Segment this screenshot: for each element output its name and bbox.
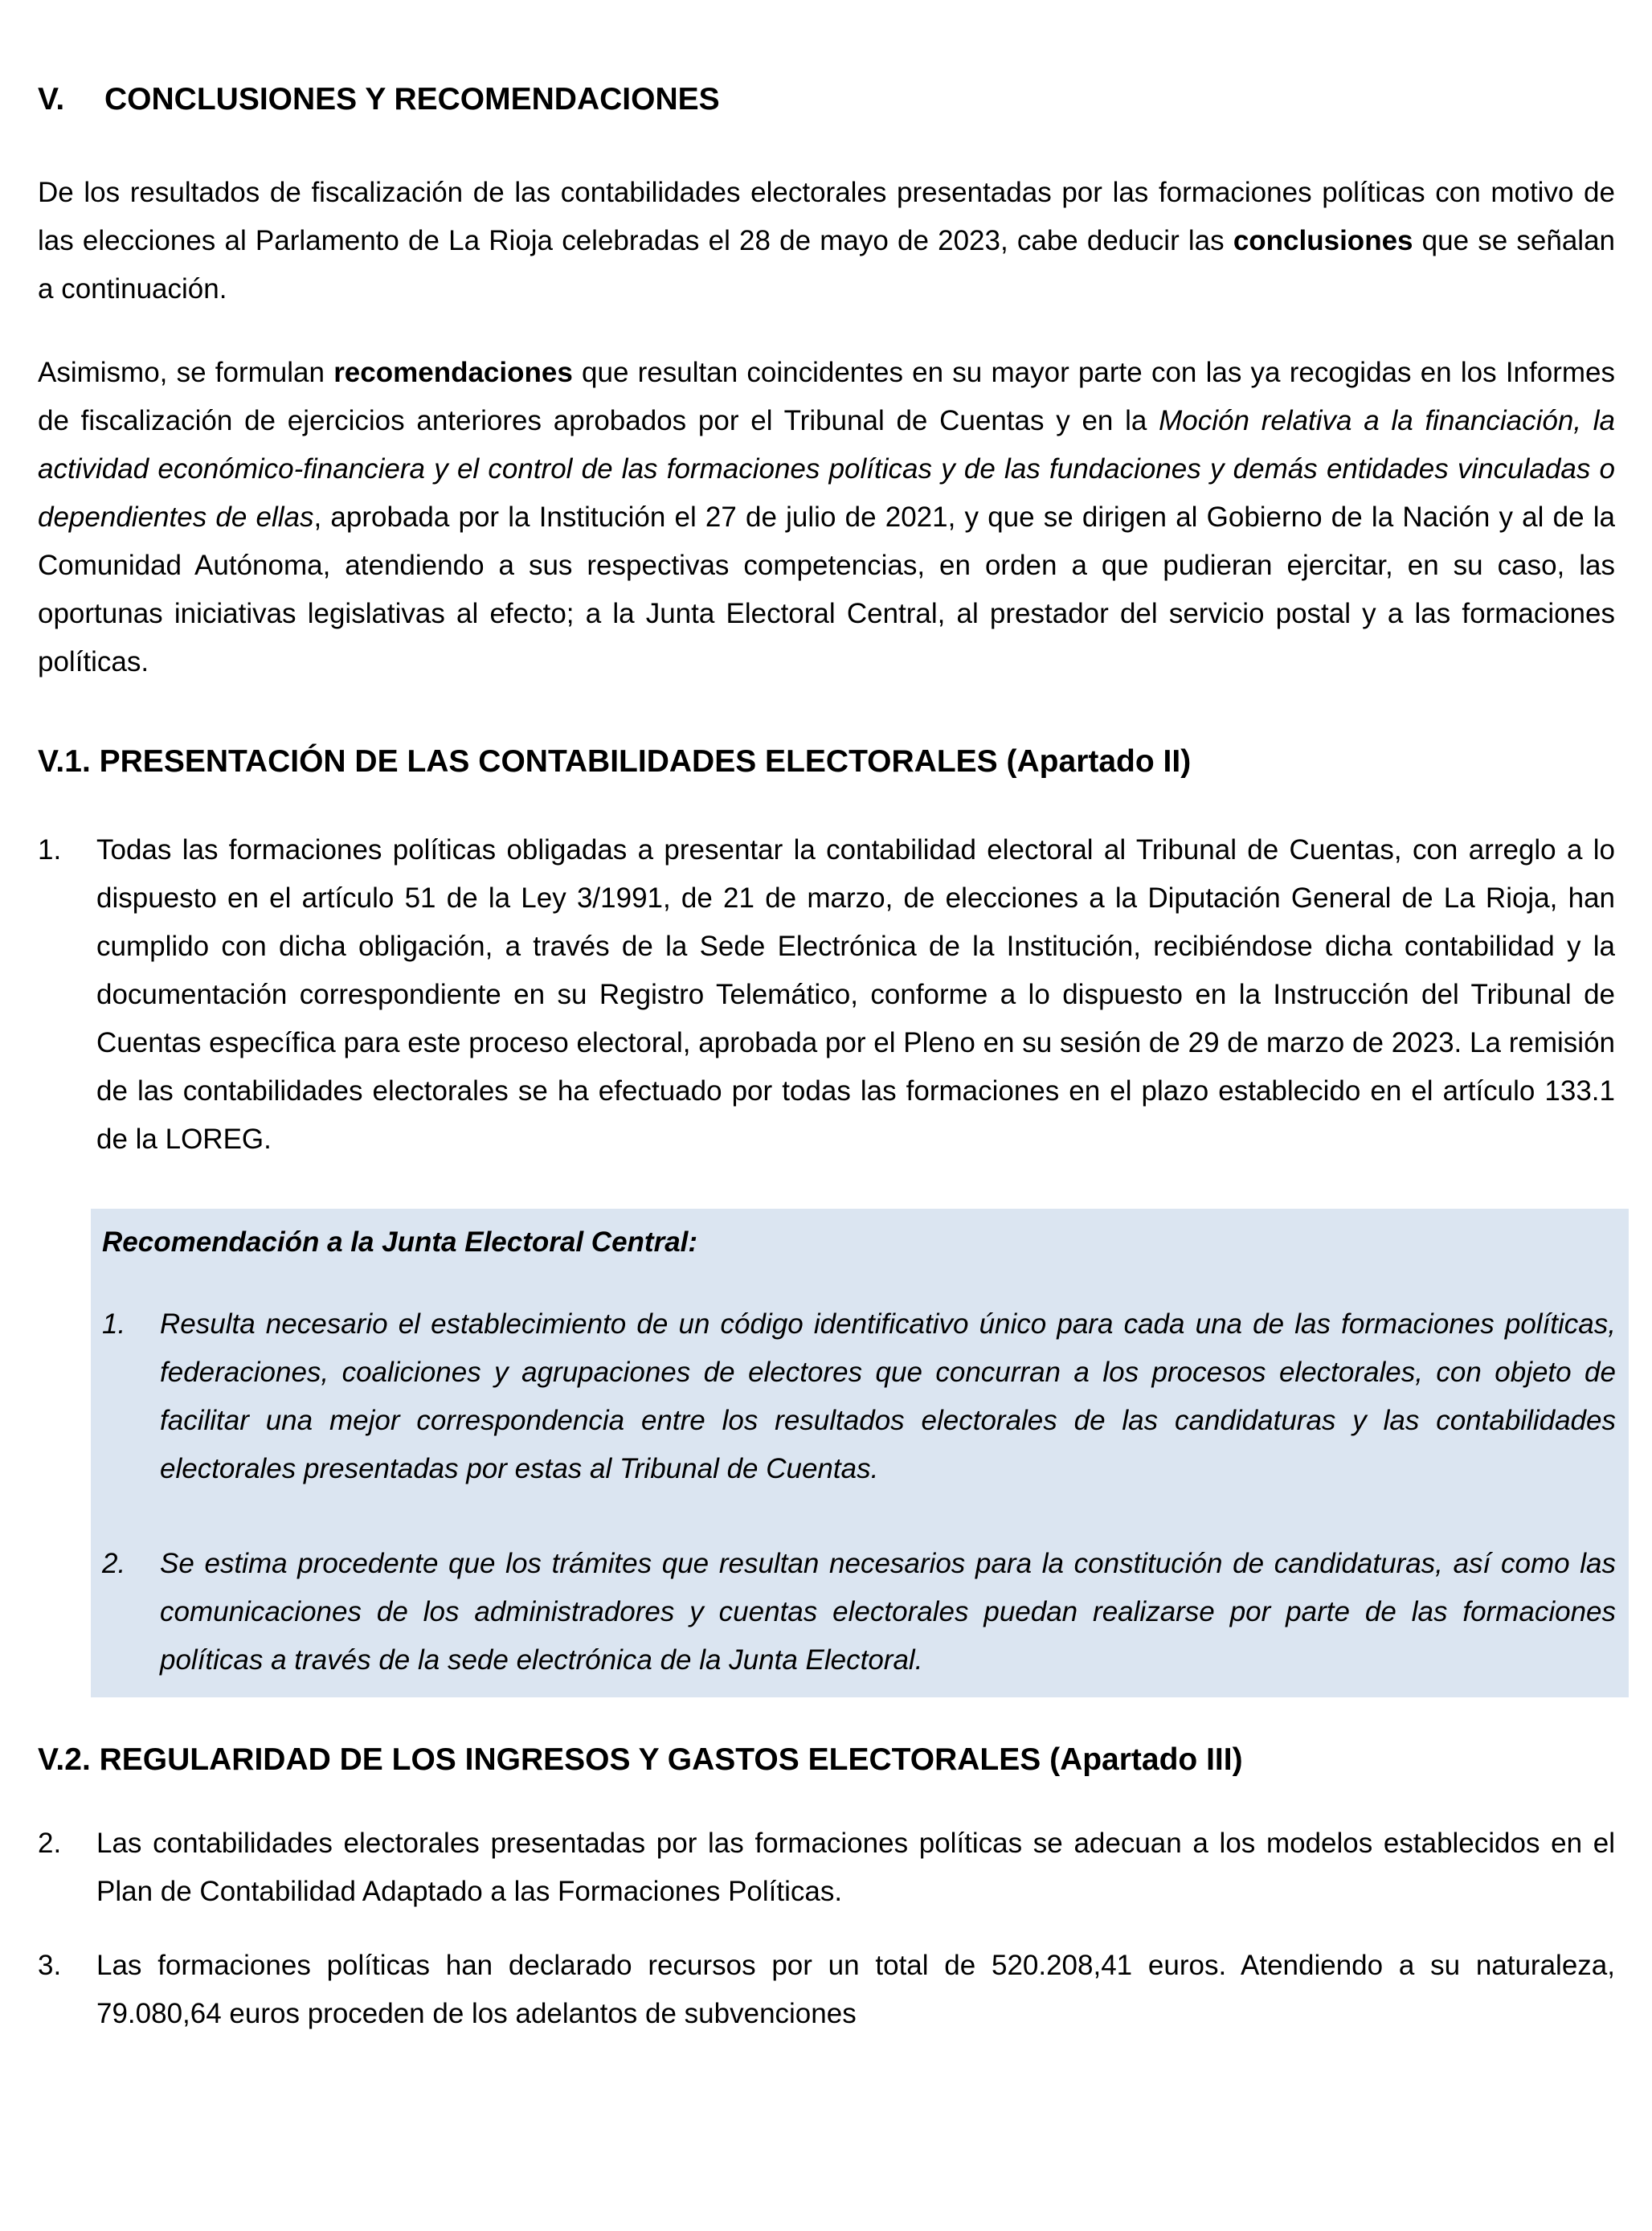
- section-heading-v2: V.2. REGULARIDAD DE LOS INGRESOS Y GASTOS ELECTORALES (Apartado III): [38, 1742, 1243, 1777]
- text-segment: recomendaciones: [333, 357, 573, 388]
- text-segment: , aprobada por la Institución el 27 de julio de 2021, y que se dirigen al Gobierno de la Nación y al de la Comunidad Autónoma, atendiendo a sus respectivas competencias, en orden a que pudieran ejercitar, en su caso, las oportunas iniciativas legislativas al efecto; a la Junta Electoral Central, al prestador del servicio postal y a las formaciones políticas.: [38, 501, 1615, 677]
- recommendation-item-1-text: Resulta necesario el establecimiento de un código identificativo único para cada una de las formaciones políticas, federaciones, coaliciones y agrupaciones de electores que concurran a los procesos electorales, con objeto de facilitar una mejor correspondencia entre los resultados electorales de las candidaturas y las contabilidades electorales presentadas por estas al Tribunal de Cuentas.: [160, 1308, 1616, 1484]
- numbered-item-2-text: Las contabilidades electorales presentadas por las formaciones políticas se adecuan a los modelos establecidos en el Plan de Contabilidad Adaptado a las Formaciones Políticas.: [96, 1828, 1615, 1907]
- section-heading-main-number: V.: [38, 82, 65, 117]
- numbered-item-2-number: 2.: [38, 1828, 62, 1859]
- text-segment: que resultan coincidentes en su mayor parte con las ya recogidas en los Informes de fiscalización de ejercicios anteriores aprobados por el Tribunal de Cuentas y en la: [38, 357, 1615, 436]
- numbered-item-1: [38, 826, 1615, 1164]
- recommendation-item-2-text: Se estima procedente que los trámites que resultan necesarios para la constitución de candidaturas, así como las comunicaciones de los administradores y cuentas electorales puedan realizarse por parte de las formaciones políticas a través de la sede electrónica de la Junta Electoral.: [160, 1548, 1616, 1676]
- numbered-item-1-text: Todas las formaciones políticas obligadas a presentar la contabilidad electoral al Tribunal de Cuentas, con arreglo a lo dispuesto en el artículo 51 de la Ley 3/1991, de 21 de marzo, de elecciones a la Diputación General de La Rioja, han cumplido con dicha obligación, a través de la Sede Electrónica de la Institución, recibiéndose dicha contabilidad y la documentación correspondiente en su Registro Telemático, conforme a lo dispuesto en la Instrucción del Tribunal de Cuentas específica para este proceso electoral, aprobada por el Pleno en su sesión de 29 de marzo de 2023. La remisión de las contabilidades electorales se ha efectuado por todas las formaciones en el plazo establecido en el artículo 133.1 de la LOREG.: [96, 834, 1615, 1155]
- text-segment: Moción relativa a la financiación, la actividad económico-financiera y el control de las formaciones políticas y de las fundaciones y demás entidades vinculadas o dependientes de ellas: [38, 405, 1615, 533]
- recommendation-item-1: [102, 1300, 1616, 1493]
- section-heading-v1: V.1. PRESENTACIÓN DE LAS CONTABILIDADES ELECTORALES (Apartado II): [38, 744, 1192, 779]
- text-segment: Asimismo, se formulan: [38, 357, 334, 388]
- text-segment: que se señalan a continuación.: [38, 225, 1615, 305]
- numbered-item-1-number: 1.: [38, 834, 62, 866]
- recommendation-item-1-number: 1.: [102, 1308, 126, 1340]
- numbered-item-2: [38, 1820, 1615, 1916]
- intro-paragraph-2: [38, 349, 1615, 686]
- numbered-item-3-number: 3.: [38, 1950, 62, 1981]
- numbered-item-3-text: Las formaciones políticas han declarado recursos por un total de 520.208,41 euros. Atendiendo a su naturaleza, 79.080,64 euros proceden de los adelantos de subvenciones: [96, 1950, 1615, 2029]
- intro-paragraph-1: [38, 169, 1615, 313]
- recommendation-item-2: [102, 1540, 1616, 1685]
- section-heading-main: [38, 80, 1615, 119]
- recommendation-box: [91, 1209, 1629, 1697]
- numbered-item-3: [38, 1942, 1615, 2038]
- text-segment: De los resultados de fiscalización de las contabilidades electorales presentadas por las formaciones políticas con motivo de las elecciones al Parlamento de La Rioja celebradas el 28 de mayo de 2023, cabe deducir las: [38, 177, 1615, 256]
- recommendation-item-2-number: 2.: [102, 1548, 126, 1579]
- text-segment: conclusiones: [1233, 225, 1413, 256]
- section-heading-main-title: CONCLUSIONES Y RECOMENDACIONES: [104, 82, 720, 117]
- recommendation-box-heading: Recomendación a la Junta Electoral Central:: [102, 1226, 698, 1258]
